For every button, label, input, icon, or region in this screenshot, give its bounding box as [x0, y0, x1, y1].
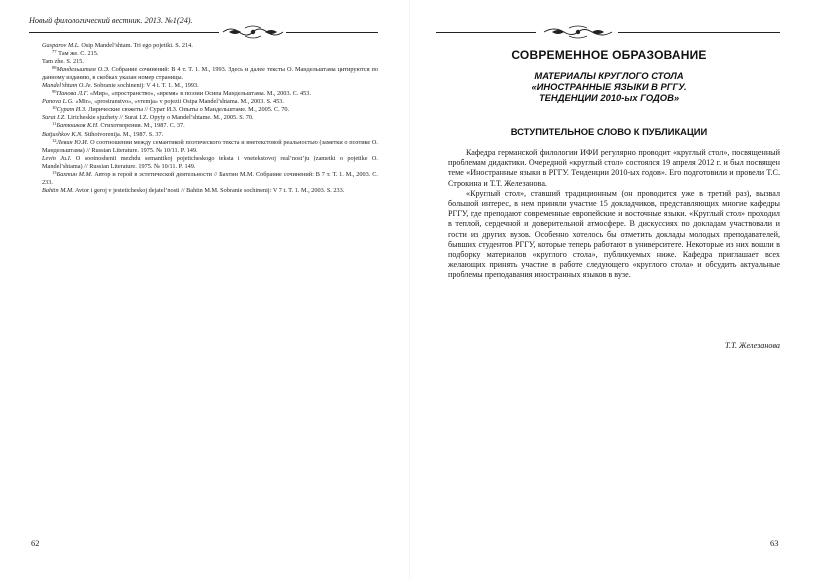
round-table-title-line: «ИНОСТРАННЫЕ ЯЗЫКИ В РГГУ.: [531, 81, 687, 92]
footnote-text: Стихотворения. М., 1987. С. 37.: [98, 122, 185, 130]
footnote: [42, 155, 378, 171]
footnote-text: Osip Mandel’shtam. Tri ego pojetiki. S. 214.: [79, 42, 193, 49]
footnote-author: Mandel’shtam O.Je.: [42, 82, 93, 90]
footnote: [42, 106, 378, 114]
intro-heading: ВСТУПИТЕЛЬНОЕ СЛОВО К ПУБЛИКАЦИИ: [510, 126, 708, 137]
footnote-author: Сурат И.З.: [56, 106, 87, 114]
footnote-text: Лирические сюжеты // Сурат И.З. Опыты о Мандельштаме. М., 2005. С. 70.: [86, 106, 290, 114]
intro-paragraph: «Круглый стол», ставший традиционным (он проводится уже в третий раз), вызвал большой интерес, в нем приняли участие 15 докладчиков, представляющих многие кафедры РГГУ, где преподают современные европейские и восточные языки. «Круглый стол» проходил в теплой, сердечной и доверительной атмосфере. В дискуссиях по докладам участвовали и гости из других вузов. Особенно хотелось бы отметить доклады молодых преподавателей, бывших студентов РГГУ, которые теперь работают в университете. Некоторые из них вошли в подборку материалов «круглого стола», публикуемых ниже. Кафедра приглашает всех желающих принять участие в работе следующего «круглого стола» и обсудить актуальные проблемы преподавания иностранных языков в вузе.: [448, 188, 780, 280]
footnote: [42, 187, 378, 195]
footnote-author: Панова Л.Г.: [56, 90, 89, 98]
round-table-title: [446, 70, 772, 103]
footnote-author: Panova L.G.: [42, 98, 74, 106]
footnote-author: Бахтин М.М.: [56, 170, 93, 178]
footnote: [42, 139, 378, 155]
section-title: СОВРЕМЕННОЕ ОБРАЗОВАНИЕ: [511, 48, 707, 62]
footnote-author: Surat I.Z.: [42, 114, 66, 122]
footnote-number: 99: [52, 89, 57, 95]
footnote: [42, 171, 378, 187]
footnote-author: Bahtin M.M.: [42, 186, 74, 194]
footnote-number: 77: [52, 49, 57, 55]
round-table-title-line: МАТЕРИАЛЫ КРУГЛОГО СТОЛА: [534, 70, 684, 81]
footnote-number: 12: [52, 137, 57, 143]
footnote-text: «Мир», «пространство», «время» в поэзии Осипа Мандельштама. М., 2003. С. 453.: [88, 90, 311, 98]
footnote-number: 10: [52, 105, 57, 111]
running-header: Новый филологический вестник. 2013. №1(24).: [29, 16, 193, 25]
footnote-number: 11: [52, 121, 57, 127]
footnote-author: Levin Ju.I.: [42, 154, 72, 162]
footnote: [42, 90, 378, 98]
footnote-text: Там же. С. 215.: [56, 50, 99, 58]
footnote-number: 13: [52, 169, 57, 175]
header-rule: [286, 32, 378, 33]
page-number: 62: [31, 538, 40, 548]
footnote-author: Gasparov M.L.: [42, 42, 80, 49]
footnote-author: Мандельштам О.Э.: [56, 66, 110, 74]
header-rule: [436, 32, 536, 33]
intro-paragraph: Кафедра германской филологии ИФИ регулярно проводит «круглый стол», посвященный проблемам дидактики. Очередной «круглый стол» состоялся 19 апреля 2012 г. и был посвящен теме «Иностранные языки в РГГУ. Тенденции 2010-ых годов». Его подготовили и провели Т.С. Строкина и Т.Т. Железанова.: [448, 148, 780, 188]
footnote-text: Avtor i geroj v jesteticheskoj dejatel’nosti // Bahtin M.M. Sobranie sochinenij: V 7 t. T. 1. M., 2003. S. 233.: [73, 186, 345, 194]
footnote-author: Левин Ю.И.: [56, 138, 89, 146]
footnote-text: Stihotvorenija. M., 1987. S. 37.: [82, 130, 164, 138]
round-table-title-line: ТЕНДЕНЦИИ 2010-ых ГОДОВ»: [538, 92, 680, 103]
footnote-text: Tam zhe. S. 215.: [42, 58, 84, 66]
header-rule: [29, 32, 219, 33]
footnote-text: «Mir», «prostranstvo», «vremja» v pojezii Osipa Mandel’shtama. M., 2003. S. 453.: [73, 98, 284, 106]
footnote-author: Батюшков К.Н.: [56, 122, 99, 130]
header-ornament-icon: [221, 24, 285, 40]
footnote-text: O sootnoshenii mezhdu semantikoj pojeticheskogo teksta i vnetekstovoj real’nost’ju (zametki o pojetike O. Mandel’shtama) // Russian Literature. 1975. № 10/11. P. 149.: [42, 154, 378, 170]
footnote: [42, 122, 378, 130]
footnote-text: О соотношении между семантикой поэтического текста и внетекстовой реальностью (заметки о поэтике О. Мандельштама) // Russian Literature. 1975. № 10/11. P. 149.: [42, 138, 378, 154]
intro-body: [448, 148, 780, 281]
header-ornament-icon: [542, 24, 614, 40]
footnote: [42, 50, 378, 58]
footnote-text: Собрание сочинений: В 4 т. Т. 1. М., 1993. Здесь и далее тексты О. Мандельштама цитируются по данному изданию, в скобках указан номер страницы.: [42, 66, 379, 82]
author-signature: Т.Т. Железанова: [724, 341, 780, 350]
footnote-author: Batjushkov K.N.: [42, 130, 83, 138]
page-number: 63: [770, 538, 779, 548]
footnote-text: Liricheskie sjuzhety // Surat I.Z. Opyty o Mandel’shtame. M., 2005. S. 70.: [65, 114, 254, 122]
footnote-text: Автор и герой в эстетической деятельности // Бахтин М.М. Собрание сочинений: В 7 т. Т. 1. М., 2003. С. 233.: [42, 170, 378, 186]
footnote: [42, 66, 378, 82]
footnotes-block: [42, 42, 378, 195]
footnote-text: Sobranie sochinenij: V 4 t. T. 1. M., 1993.: [92, 82, 199, 90]
footnote: [42, 131, 378, 139]
footnote: [42, 42, 378, 50]
right-page: [410, 0, 820, 579]
footnote-number: 88: [52, 65, 57, 71]
header-rule: [618, 32, 780, 33]
footnote: [42, 58, 378, 66]
